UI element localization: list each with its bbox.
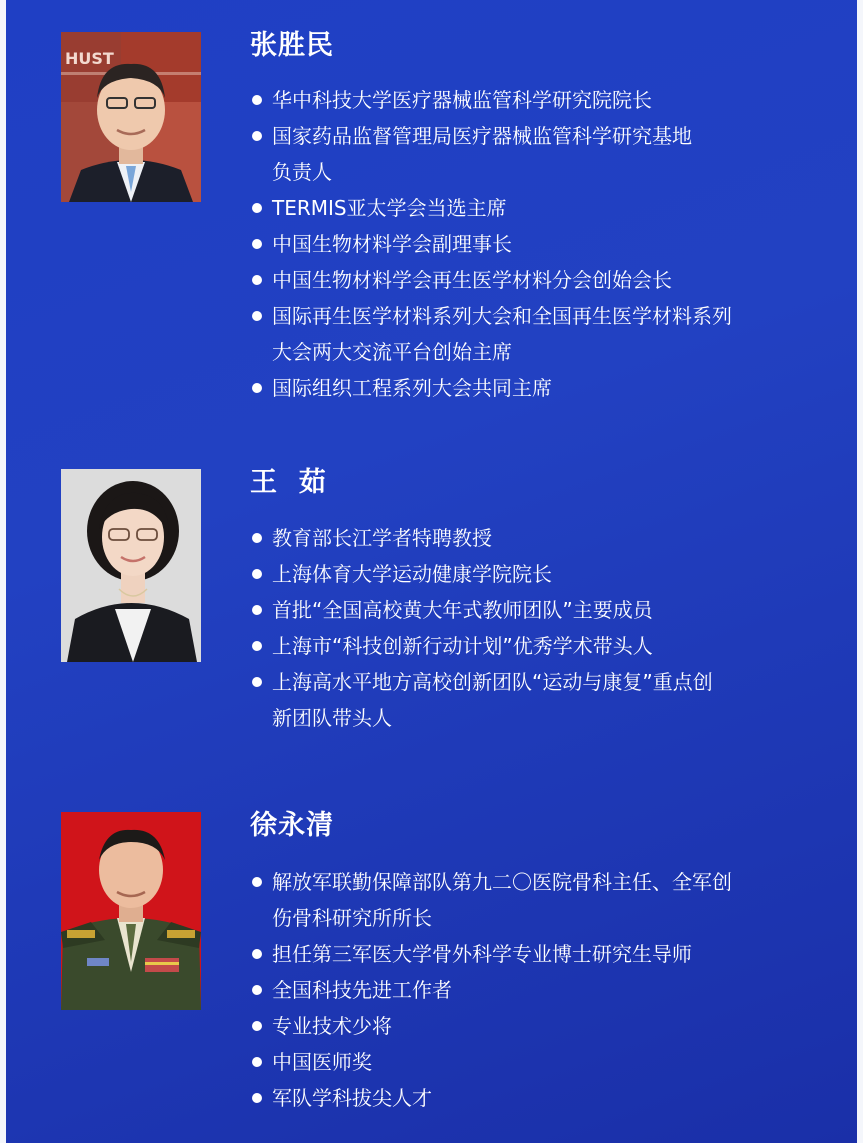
page-edge-right	[857, 0, 863, 1143]
list-item: 教育部长江学者特聘教授	[250, 520, 820, 556]
list-item: 首批“全国高校黄大年式教师团队”主要成员	[250, 592, 820, 628]
list-item: 解放军联勤保障部队第九二〇医院骨科主任、全军创 伤骨科研究所所长	[250, 864, 820, 936]
list-item: 上海体育大学运动健康学院院长	[250, 556, 820, 592]
bullet-icon	[252, 949, 262, 959]
bullet-icon	[252, 877, 262, 887]
bullet-list	[250, 520, 820, 736]
page-edge-left	[0, 0, 6, 1143]
list-item: 上海市“科技创新行动计划”优秀学术带头人	[250, 628, 820, 664]
bullet-icon	[252, 203, 262, 213]
bullet-icon	[252, 1021, 262, 1031]
bullet-icon	[252, 641, 262, 651]
bullet-icon	[252, 533, 262, 543]
bullet-icon	[252, 311, 262, 321]
list-item: 华中科技大学医疗器械监管科学研究院院长	[250, 82, 820, 118]
person-name: 张胜民	[250, 30, 334, 61]
bullet-list	[250, 82, 820, 406]
bullet-icon	[252, 1093, 262, 1103]
portrait-photo	[61, 469, 201, 662]
bullet-icon	[252, 383, 262, 393]
bullet-icon	[252, 985, 262, 995]
list-item: 国际再生医学材料系列大会和全国再生医学材料系列 大会两大交流平台创始主席	[250, 298, 820, 370]
person-name: 王 茹	[250, 467, 327, 498]
list-item: 上海高水平地方高校创新团队“运动与康复”重点创 新团队带头人	[250, 664, 820, 736]
list-item: 担任第三军医大学骨外科学专业博士研究生导师	[250, 936, 820, 972]
portrait-photo	[61, 32, 201, 202]
bullet-icon	[252, 131, 262, 141]
list-item: 中国生物材料学会再生医学材料分会创始会长	[250, 262, 820, 298]
bullet-icon	[252, 1057, 262, 1067]
list-item: 国际组织工程系列大会共同主席	[250, 370, 820, 406]
list-item: 国家药品监督管理局医疗器械监管科学研究基地 负责人	[250, 118, 820, 190]
list-item: 中国医师奖	[250, 1044, 820, 1080]
svg-text:HUST: HUST	[65, 49, 114, 68]
list-item: 中国生物材料学会副理事长	[250, 226, 820, 262]
bullet-icon	[252, 95, 262, 105]
bullet-list	[250, 864, 820, 1116]
bullet-icon	[252, 275, 262, 285]
portrait-photo	[61, 812, 201, 1010]
bullet-icon	[252, 605, 262, 615]
person-name: 徐永清	[250, 810, 334, 841]
list-item: 专业技术少将	[250, 1008, 820, 1044]
bullet-icon	[252, 239, 262, 249]
bullet-icon	[252, 569, 262, 579]
list-item: 全国科技先进工作者	[250, 972, 820, 1008]
list-item: 军队学科拔尖人才	[250, 1080, 820, 1116]
list-item: TERMIS亚太学会当选主席	[250, 190, 820, 226]
bullet-icon	[252, 677, 262, 687]
